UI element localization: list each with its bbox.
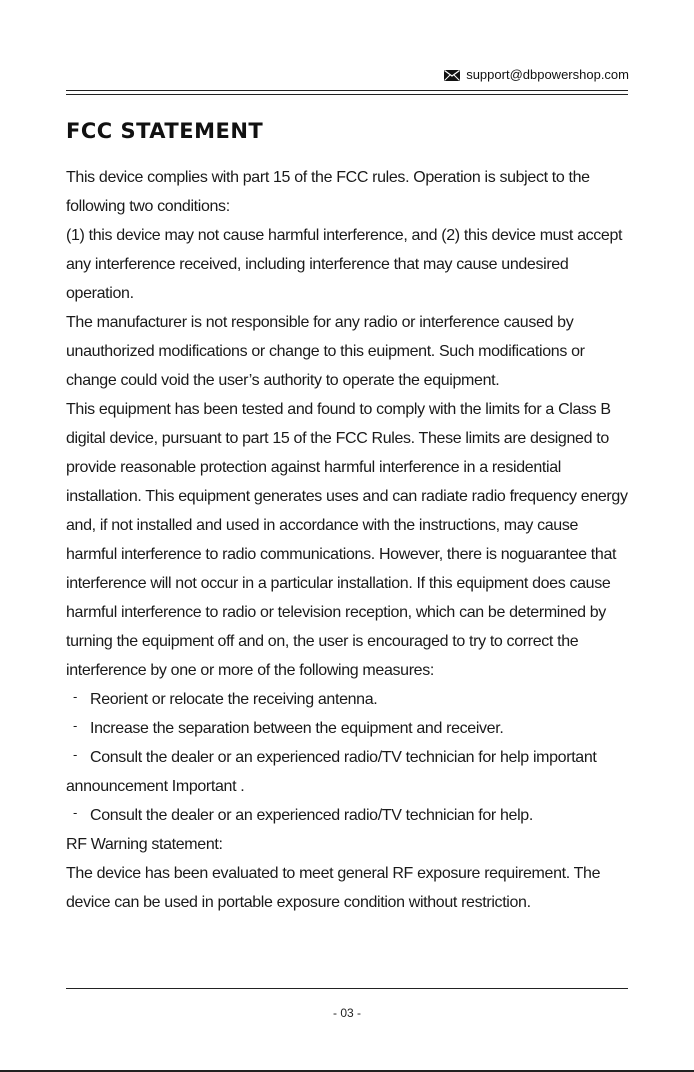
envelope-icon — [444, 69, 460, 80]
rf-warning-text: The device has been evaluated to meet general RF exposure requirement. The device can be used in portable exposure condition without restriction. — [66, 865, 601, 911]
list-continuation: announcement Important . — [66, 778, 245, 795]
list-item: - Consult the dealer or an experienced radio/TV technician for help important — [66, 743, 632, 772]
footer-divider — [66, 988, 628, 989]
rf-warning-heading: RF Warning statement: — [66, 836, 223, 853]
paragraph: The manufacturer is not responsible for any radio or interference caused by unauthorized modifications or change to this euipment. Such modifications or change could void the user’s authority to operate the equipment. — [66, 314, 585, 389]
paragraph: This device complies with part 15 of the FCC rules. Operation is subject to the following two conditions: — [66, 169, 590, 215]
list-item: - Consult the dealer or an experienced radio/TV technician for help. — [66, 801, 632, 830]
header-divider — [66, 90, 628, 95]
support-email[interactable]: support@dbpowershop.com — [466, 67, 629, 82]
page-number: - 03 - — [332, 1006, 361, 1020]
list-item: - Increase the separation between the equipment and receiver. — [66, 714, 632, 743]
list-item: - Reorient or relocate the receiving antenna. — [66, 685, 632, 714]
page-header — [444, 67, 629, 82]
fcc-statement-body — [66, 163, 632, 917]
paragraph: This equipment has been tested and found to comply with the limits for a Class B digital device, pursuant to part 15 of the FCC Rules. These limits are designed to provide reasonable protection against harmful interference in a residential installation. This equipment generates uses and can radiate radio frequency energy and, if not installed and used in accordance with the instructions, may cause harmful interference to radio communications. However, there is noguarantee that interference will not occur in a particular installation. If this equipment does cause harmful interference to radio or television reception, which can be determined by turning the equipment off and on, the user is encouraged to try to correct the interference by one or more of the following measures: — [66, 401, 628, 679]
paragraph: (1) this device may not cause harmful interference, and (2) this device must accept any interference received, including interference that may cause undesired operation. — [66, 227, 623, 302]
page-title: FCC STATEMENT — [66, 119, 264, 143]
